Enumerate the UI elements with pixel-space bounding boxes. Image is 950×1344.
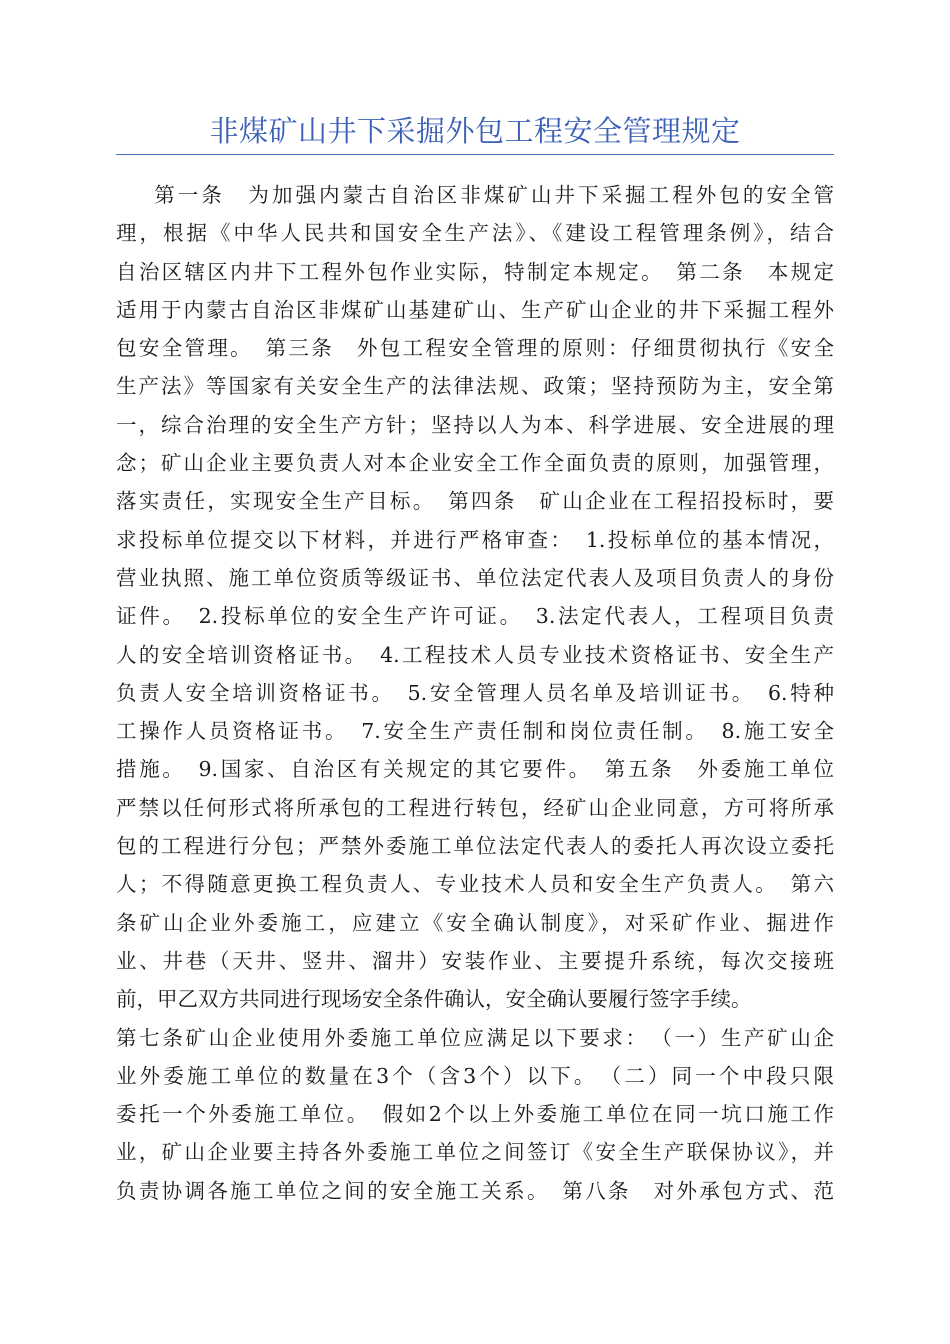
body-text-line: 措施。 9.国家、自治区有关规定的其它要件。 第五条 外委施工单位 [116, 757, 834, 782]
body-text-line: 业外委施工单位的数量在3个（含3个）以下。 （二）同一个中段只限 [116, 1063, 834, 1088]
body-text-line: 业，矿山企业要主持各外委施工单位之间签订《安全生产联保协议》，并 [116, 1140, 834, 1165]
body-text-line: 自治区辖区内井下工程外包作业实际，特制定本规定。 第二条 本规定 [116, 259, 834, 284]
body-text-line: 理，根据《中华人民共和国安全生产法》、《建设工程管理条例》，结合 [116, 221, 834, 246]
body-text-line: 条矿山企业外委施工，应建立《安全确认制度》，对采矿作业、掘进作 [116, 910, 834, 935]
body-text-line: 包安全管理。 第三条 外包工程安全管理的原则：仔细贯彻执行《安全 [116, 336, 834, 361]
document-title: 非煤矿山井下采掘外包工程安全管理规定 [209, 114, 741, 148]
body-text-line: 求投标单位提交以下材料，并进行严格审查： 1.投标单位的基本情况， [116, 527, 834, 552]
body-text-line: 人的安全培训资格证书。 4.工程技术人员专业技术资格证书、安全生产 [116, 642, 834, 667]
body-text-line: 生产法》等国家有关安全生产的法律法规、政策；坚持预防为主，安全第 [116, 374, 834, 399]
body-text-line: 证件。 2.投标单位的安全生产许可证。 3.法定代表人，工程项目负责 [116, 604, 834, 629]
body-text-line: 落实责任，实现安全生产目标。 第四条 矿山企业在工程招投标时，要 [116, 489, 834, 514]
body-text-line: 前，甲乙双方共同进行现场安全条件确认，安全确认要履行签字手续。 [116, 987, 752, 1012]
body-text-line: 第一条 为加强内蒙古自治区非煤矿山井下采掘工程外包的安全管 [116, 183, 834, 207]
body-text-line: 念；矿山企业主要负责人对本企业安全工作全面负责的原则，加强管理， [116, 451, 834, 476]
document-body [116, 176, 834, 1210]
body-text-line: 一，综合治理的安全生产方针；坚持以人为本、科学进展、安全进展的理 [116, 412, 834, 437]
body-text-line: 适用于内蒙古自治区非煤矿山基建矿山、生产矿山企业的井下采掘工程外 [116, 297, 834, 322]
body-text-line: 负责人安全培训资格证书。 5.安全管理人员名单及培训证书。 6.特种 [116, 680, 834, 705]
body-text-line: 严禁以任何形式将所承包的工程进行转包，经矿山企业同意，方可将所承 [116, 795, 834, 820]
body-text-line: 包的工程进行分包；严禁外委施工单位法定代表人的委托人再次设立委托 [116, 834, 834, 859]
body-text-line: 委托一个外委施工单位。 假如2个以上外委施工单位在同一坑口施工作 [116, 1102, 834, 1127]
body-text-line: 第七条矿山企业使用外委施工单位应满足以下要求： （一）生产矿山企 [116, 1025, 834, 1050]
body-text-line: 工操作人员资格证书。 7.安全生产责任制和岗位责任制。 8.施工安全 [116, 719, 834, 744]
body-text-line: 业、井巷（天井、竖井、溜井）安装作业、主要提升系统，每次交接班 [116, 948, 834, 973]
title-underline [116, 154, 834, 155]
body-text-line: 人；不得随意更换工程负责人、专业技术人员和安全生产负责人。 第六 [116, 872, 834, 897]
body-text-line: 营业执照、施工单位资质等级证书、单位法定代表人及项目负责人的身份 [116, 565, 834, 590]
body-text-line: 负责协调各施工单位之间的安全施工关系。 第八条 对外承包方式、范 [116, 1178, 834, 1203]
